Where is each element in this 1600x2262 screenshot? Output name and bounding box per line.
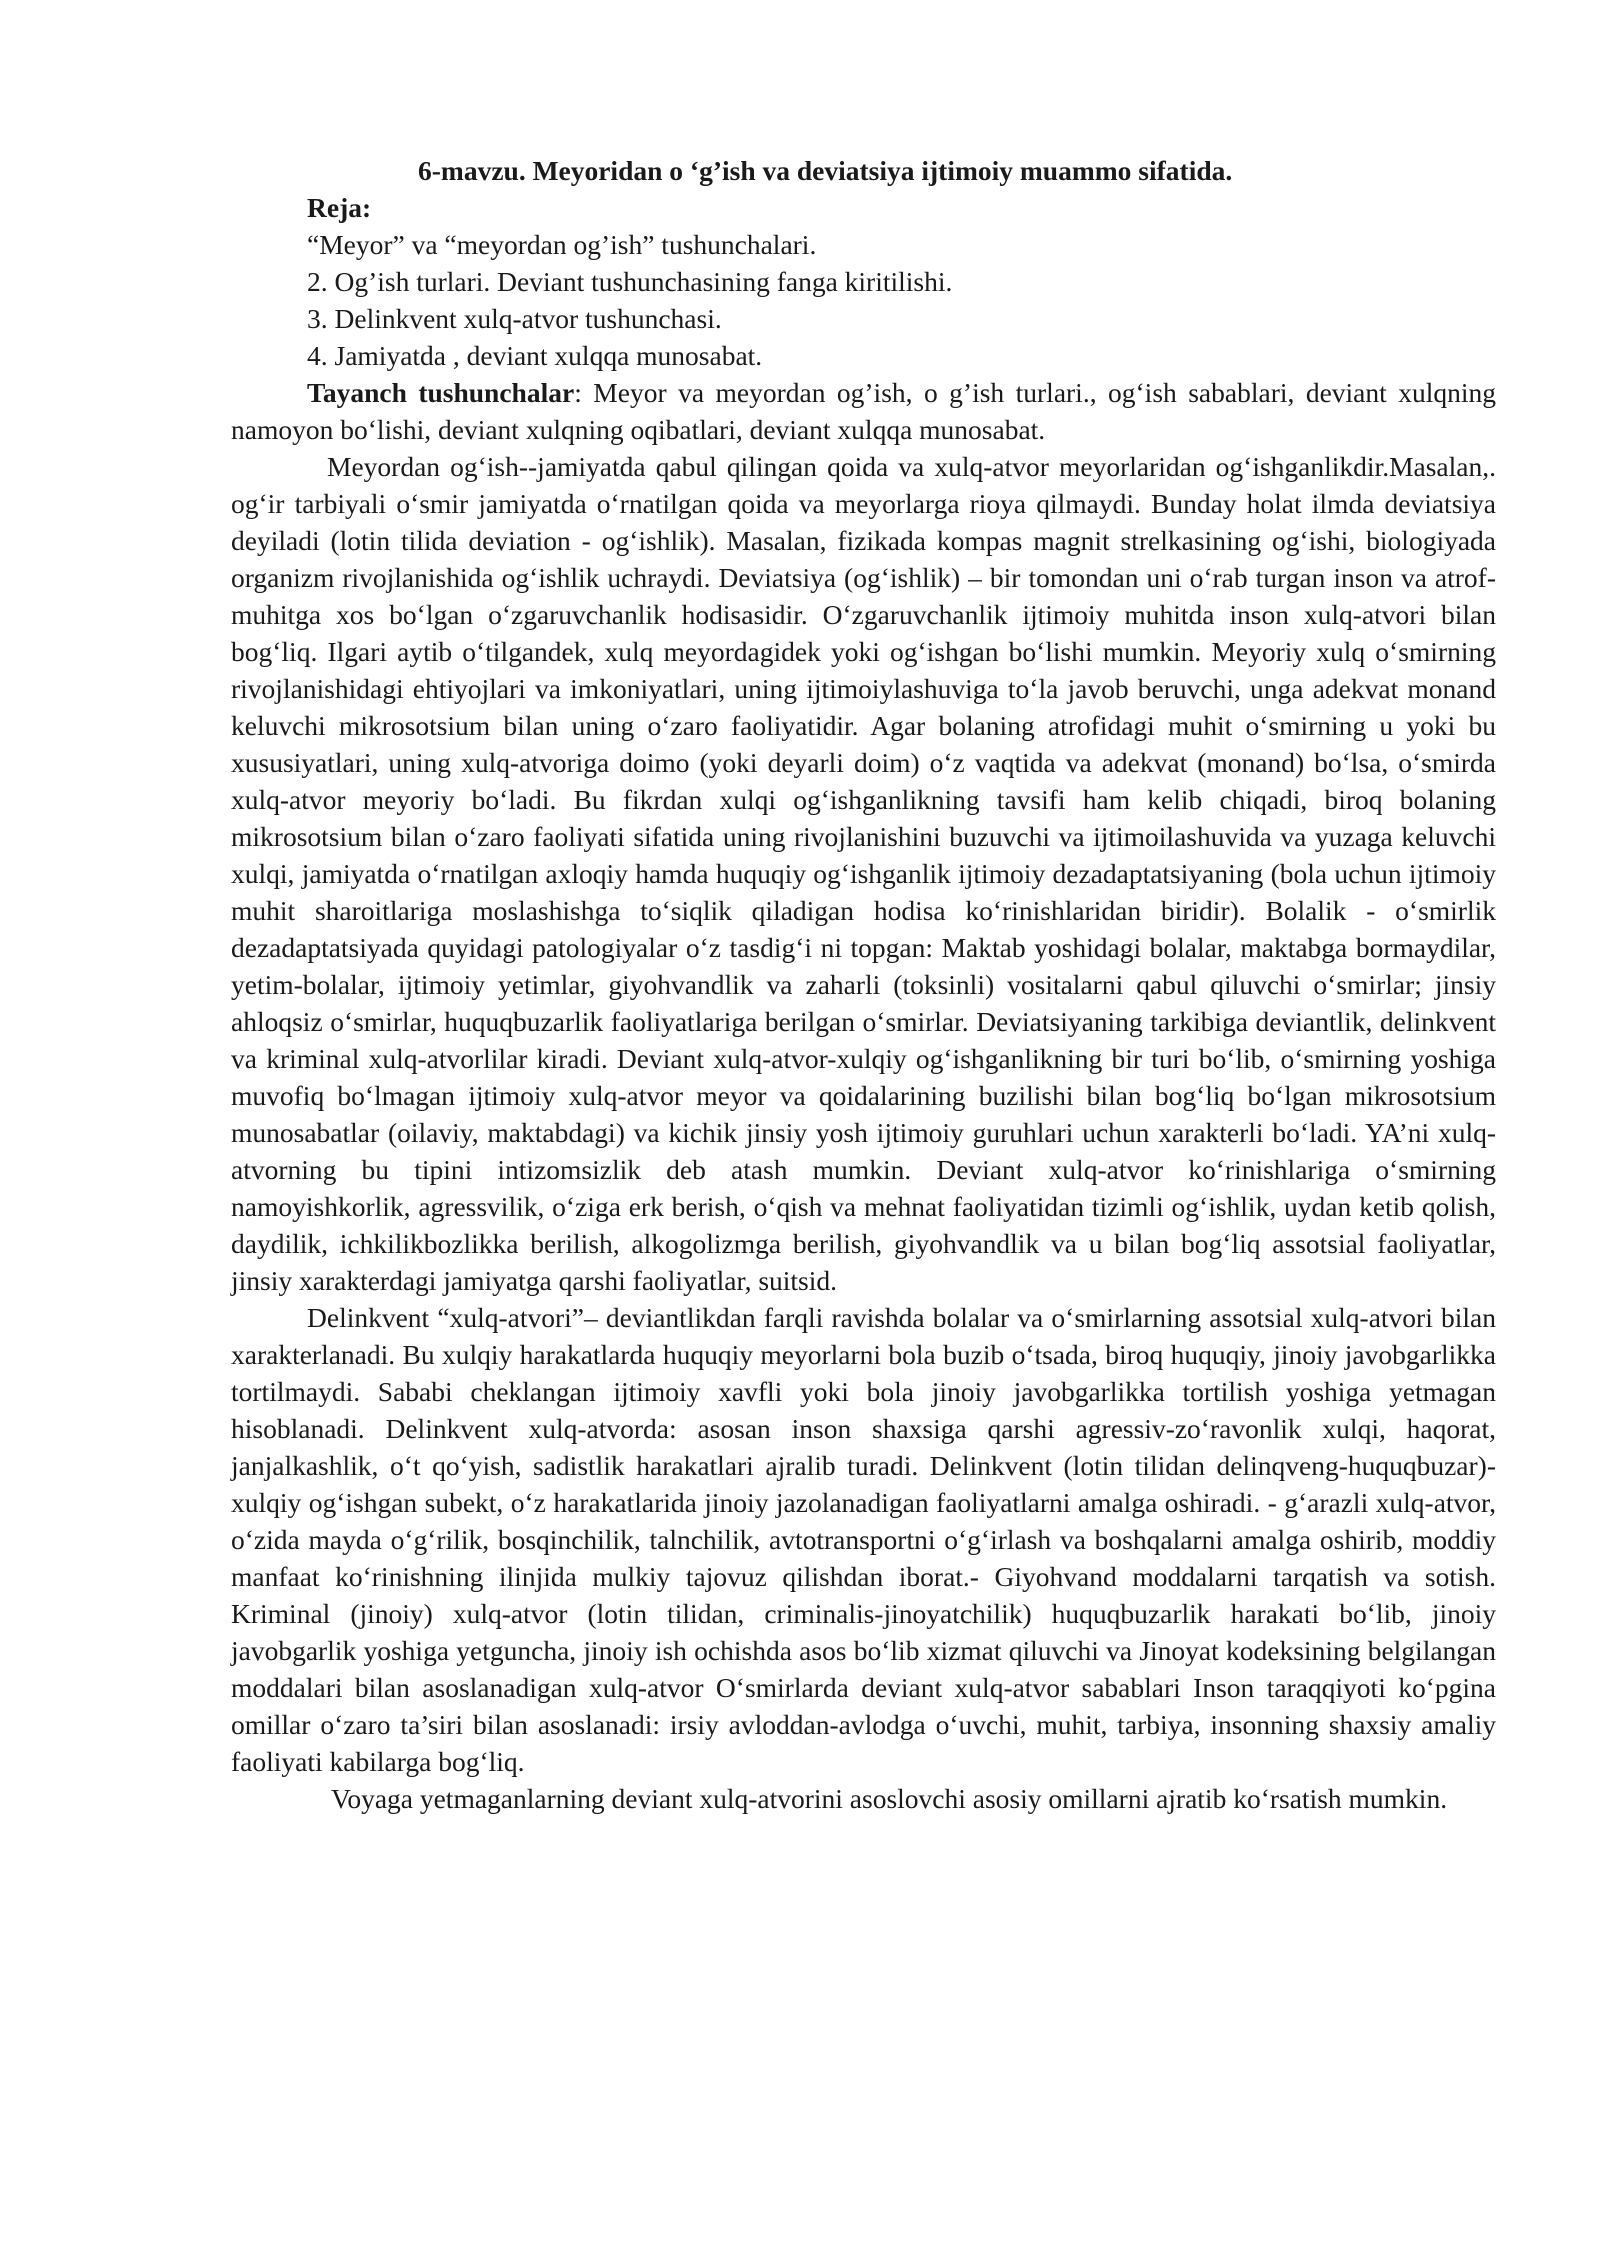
plan-item: 4. Jamiyatda , deviant xulqqa munosabat. xyxy=(307,340,763,371)
plan-item: “Meyor” va “meyordan og’ish” tushunchalari. xyxy=(307,229,817,260)
key-terms-text: : Meyor va meyordan og’ish, o g’ish turlari., og‘ish sabablari, deviant xulqning namoyon bo‘lishi, deviant xulqning oqibatlari, deviant xulqqa munosabat. xyxy=(231,377,1496,445)
page-title: 6-mavzu. Meyoridan o ‘g’ish va deviatsiya ijtimoiy muammo sifatida. xyxy=(418,155,1233,186)
key-terms-paragraph xyxy=(231,374,1496,448)
body-paragraph: Voyaga yetmaganlarning deviant xulq-atvorini asoslovchi asosiy omillarni ajratib ko‘rsatish mumkin. xyxy=(331,1783,1448,1814)
plan-list xyxy=(307,226,952,374)
plan-heading: Reja: xyxy=(307,192,372,223)
plan-item: 2. Og’ish turlari. Deviant tushunchasining fanga kiritilishi. xyxy=(307,266,953,297)
key-terms-label: Tayanch tushunchalar xyxy=(307,377,575,408)
body-paragraph: Delinkvent “xulq-atvori”– deviantlikdan farqli ravishda bolalar va o‘smirlarning assotsial xulq-atvori bilan xarakterlanadi. Bu xulqiy harakatlarda huquqiy meyorlarni bola buzib o‘tsada, biroq huquqiy, jinoiy javobgarlikka tortilmaydi. Sababi cheklangan ijtimoiy xavfli yoki bola jinoiy javobgarlikka tortilish yoshiga yetmagan hisoblanadi. Delinkvent xulq-atvorda: asosan inson shaxsiga qarshi agressiv-zo‘ravonlik xulqi, haqorat, janjalkashlik, o‘t qo‘yish, sadistlik harakatlari ajralib turadi. Delinkvent (lotin tilidan delinqveng-huquqbuzar)-xulqiy og‘ishgan subekt, o‘z harakatlarida jinoiy jazolanadigan faoliyatlarni amalga oshiradi. - g‘arazli xulq-atvor, o‘zida mayda o‘g‘rilik, bosqinchilik, talnchilik, avtotransportni o‘g‘irlash va boshqalarni amalga oshirib, moddiy manfaat ko‘rinishning ilinjida mulkiy tajovuz qilishdan iborat.- Giyohvand moddalarni tarqatish va sotish. Kriminal (jinoiy) xulq-atvor (lotin tilidan, criminalis-jinoyatchilik) huquqbuzarlik harakati bo‘lib, jinoiy javobgarlik yoshiga yetguncha, jinoiy ish ochishda asos bo‘lib xizmat qiluvchi va Jinoyat kodeksining belgilangan moddalari bilan asoslanadigan xulq-atvor O‘smirlarda deviant xulq-atvor sabablari Inson taraqqiyoti ko‘pgina omillar o‘zaro ta’siri bilan asoslanadi: irsiy avloddan-avlodga o‘uvchi, muhit, tarbiya, insonning shaxsiy amaliy faoliyati kabilarga bog‘liq. xyxy=(231,1302,1496,1777)
body-paragraph: Meyordan og‘ish--jamiyatda qabul qilingan qoida va xulq-atvor meyorlaridan og‘ishganlikdir.Masalan,. og‘ir tarbiyali o‘smir jamiyatda o‘rnatilgan qoida va meyorlarga rioya qilmaydi. Bunday holat ilmda deviatsiya deyiladi (lotin tilida deviation - og‘ishlik). Masalan, fizikada kompas magnit strelkasining og‘ishi, biologiyada organizm rivojlanishida og‘ishlik uchraydi. Deviatsiya (og‘ishlik) – bir tomondan uni o‘rab turgan inson va atrof-muhitga xos bo‘lgan o‘zgaruvchanlik hodisasidir. O‘zgaruvchanlik ijtimoiy muhitda inson xulq-atvori bilan bog‘liq. Ilgari aytib o‘tilgandek, xulq meyordagidek yoki og‘ishgan bo‘lishi mumkin. Meyoriy xulq o‘smirning rivojlanishidagi ehtiyojlari va imkoniyatlari, uning ijtimoiylashuviga to‘la javob beruvchi, unga adekvat monand keluvchi mikrosotsium bilan uning o‘zaro faoliyatidir. Agar bolaning atrofidagi muhit o‘smirning u yoki bu xususiyatlari, uning xulq-atvoriga doimo (yoki deyarli doim) o‘z vaqtida va adekvat (monand) bo‘lsa, o‘smirda xulq-atvor meyoriy bo‘ladi. Bu fikrdan xulqi og‘ishganlikning tavsifi ham kelib chiqadi, biroq bolaning mikrosotsium bilan o‘zaro faoliyati sifatida uning rivojlanishini buzuvchi va ijtimoilashuvida va yuzaga keluvchi xulqi, jamiyatda o‘rnatilgan axloqiy hamda huquqiy og‘ishganlik ijtimoiy dezadaptatsiyaning (bola uchun ijtimoiy muhit sharoitlariga moslashishga to‘siqlik qiladigan hodisa ko‘rinishlaridan biridir). Bolalik - o‘smirlik dezadaptatsiyada quyidagi patologiyalar o‘z tasdig‘i ni topgan: Maktab yoshidagi bolalar, maktabga bormaydilar, yetim-bolalar, ijtimoiy yetimlar, giyohvandlik va zaharli (toksinli) vositalarni qabul qiluvchi o‘smirlar; jinsiy ahloqsiz o‘smirlar, huquqbuzarlik faoliyatlariga berilgan o‘smirlar. Deviatsiyaning tarkibiga deviantlik, delinkvent va kriminal xulq-atvorlilar kiradi. Deviant xulq-atvor-xulqiy og‘ishganlikning bir turi bo‘lib, o‘smirning yoshiga muvofiq bo‘lmagan ijtimoiy xulq-atvor meyor va qoidalarining buzilishi bilan bog‘liq bo‘lgan mikrosotsium munosabatlar (oilaviy, maktabdagi) va kichik jinsiy yosh ijtimoiy guruhlari uchun xarakterli bo‘ladi. YA’ni xulq-atvorning bu tipini intizomsizlik deb atash mumkin. Deviant xulq-atvor ko‘rinishlariga o‘smirning namoyishkorlik, agressvilik, o‘ziga erk berish, o‘qish va mehnat faoliyatidan tizimli og‘ishlik, uydan ketib qolish, daydilik, ichkilikbozlikka berilish, alkogolizmga berilish, giyohvandlik va u bilan bog‘liq assotsial faoliyatlar, jinsiy xarakterdagi jamiyatga qarshi faoliyatlar, suitsid. xyxy=(231,451,1496,1296)
document-body xyxy=(231,374,1496,1817)
plan-item: 3. Delinkvent xulq-atvor tushunchasi. xyxy=(307,303,722,334)
